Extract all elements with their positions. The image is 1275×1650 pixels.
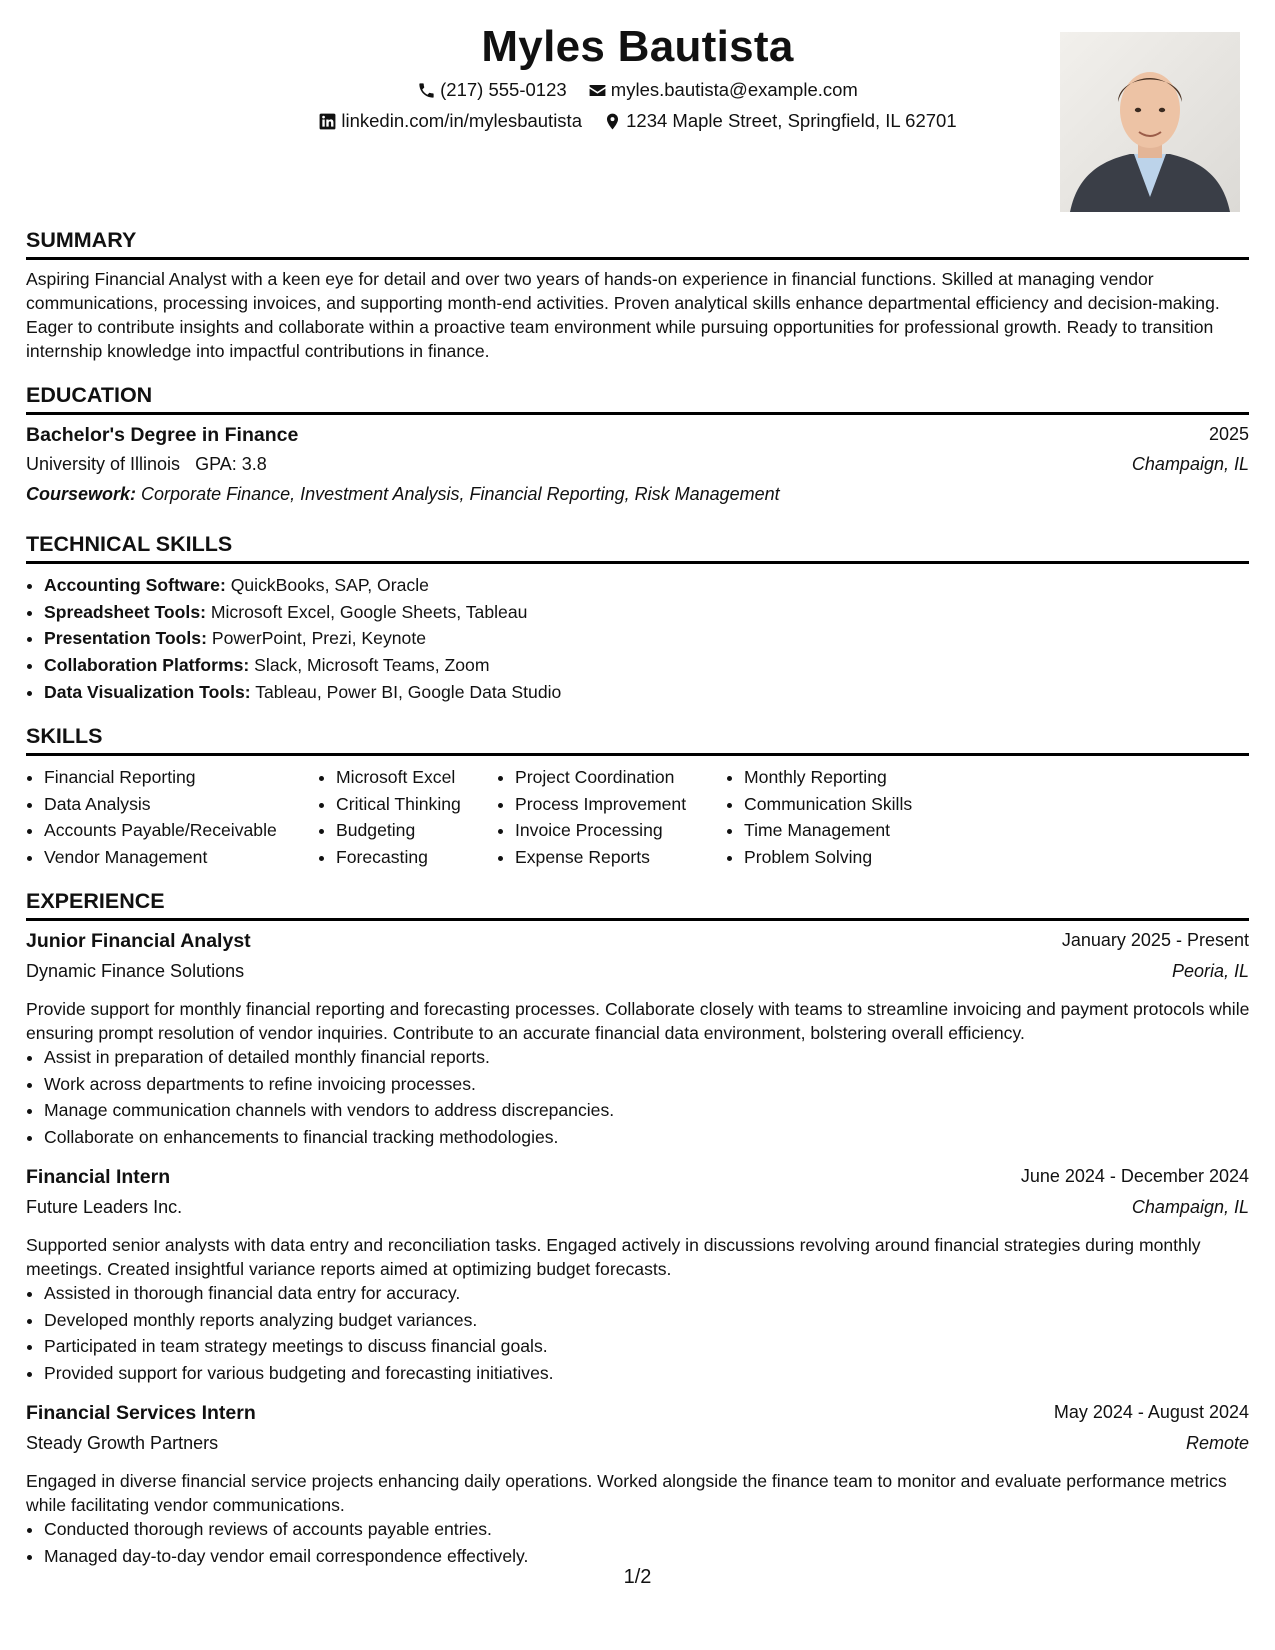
list-item: • Financial Reporting [44, 764, 277, 791]
list-item: • Collaborate on enhancements to financial tracking methodologies. [44, 1124, 614, 1151]
job-location: Remote [1185, 1433, 1249, 1453]
education-degree-row [26, 424, 1249, 450]
job-description: Provide support for monthly financial reporting and forecasting processes. Collaborate closely with teams to streamline invoicing and payment protocols while ensuring prompt resolution of vendor inquiries. Contribute to an accurate financial data environment, bolstering overall efficiency. [26, 999, 1250, 1043]
coursework [26, 484, 780, 505]
map-pin-icon [603, 112, 622, 131]
school-name: University of Illinois [26, 454, 181, 474]
coursework-list: Corporate Finance, Investment Analysis, Financial Reporting, Risk Management [141, 484, 780, 504]
list-item [44, 572, 561, 599]
list-item: • Budgeting [336, 817, 461, 844]
job-dates: June 2024 - December 2024 [1020, 1166, 1249, 1186]
list-item: • Communication Skills [744, 791, 912, 818]
skills-column-3 [497, 764, 686, 871]
skill-category: Spreadsheet Tools: [44, 601, 206, 622]
list-item: • Data Analysis [44, 791, 277, 818]
skill-category: Accounting Software: [44, 575, 226, 595]
job-title: Financial Services Intern [26, 1402, 256, 1424]
list-item: • Managed day-to-day vendor email correspondence effectively. [44, 1543, 528, 1570]
list-item: • Provided support for various budgeting and forecasting initiatives. [44, 1360, 554, 1387]
candidate-name: Myles Bautista [481, 22, 794, 71]
education-heading: EDUCATION [26, 383, 1249, 415]
job-company: Dynamic Finance Solutions [26, 961, 245, 981]
skill-values: PowerPoint, Prezi, Keynote [211, 628, 426, 649]
job-company: Future Leaders Inc. [26, 1197, 183, 1217]
job-bullets [26, 1280, 554, 1387]
list-item: • Assisted in thorough financial data entry for accuracy. [44, 1280, 554, 1307]
skill-values: Slack, Microsoft Teams, Zoom [254, 655, 490, 676]
school-info [26, 454, 267, 475]
list-item: • Monthly Reporting [744, 764, 912, 791]
job-title-row [26, 1402, 1249, 1428]
job-location: Champaign, IL [1131, 1197, 1249, 1217]
email-text: myles.bautista@example.com [610, 79, 858, 100]
list-item: • Project Coordination [515, 764, 686, 791]
list-item: • Problem Solving [744, 844, 912, 871]
list-item: • Critical Thinking [336, 791, 461, 818]
skill-values: Microsoft Excel, Google Sheets, Tableau [210, 601, 528, 622]
skill-category: Presentation Tools: [44, 628, 207, 649]
linkedin-contact[interactable] [318, 110, 582, 132]
list-item: • Vendor Management [44, 844, 277, 871]
job-company: Steady Growth Partners [26, 1433, 219, 1453]
skill-values: QuickBooks, SAP, Oracle [230, 575, 429, 595]
list-item: • Expense Reports [515, 844, 686, 871]
list-item: • Work across departments to refine invoicing processes. [44, 1071, 614, 1098]
list-item: • Invoice Processing [515, 817, 686, 844]
skills-column-1 [26, 764, 277, 871]
list-item: • Microsoft Excel [336, 764, 461, 791]
list-item: • Time Management [744, 817, 912, 844]
job-description: Supported senior analysts with data entry and reconciliation tasks. Engaged actively in discussions revolving around financial strategies during monthly meetings. Created insightful variance reports aimed at optimizing budget forecasts. [26, 1235, 1201, 1279]
profile-photo [1060, 32, 1240, 212]
skills-column-4 [726, 764, 912, 871]
address-text: 1234 Maple Street, Springfield, IL 62701 [626, 110, 957, 131]
job-title-row [26, 930, 1249, 956]
linkedin-text: linkedin.com/in/mylesbautista [341, 110, 582, 131]
linkedin-icon [318, 112, 337, 131]
skills-heading: SKILLS [26, 724, 1249, 756]
technical-skills-list [26, 572, 561, 706]
list-item [44, 625, 561, 652]
phone-contact [417, 79, 567, 101]
experience-heading: EXPERIENCE [26, 889, 1249, 921]
job-location: Peoria, IL [1171, 961, 1249, 981]
list-item [44, 652, 561, 679]
summary-heading: SUMMARY [26, 228, 1249, 260]
list-item: • Manage communication channels with vendors to address discrepancies. [44, 1097, 614, 1124]
job-company-row [26, 1433, 1249, 1459]
coursework-label: Coursework: [26, 484, 137, 504]
list-item: • Process Improvement [515, 791, 686, 818]
job-company-row [26, 1197, 1249, 1223]
page-number: 1/2 [623, 1566, 652, 1588]
list-item: • Assist in preparation of detailed monthly financial reports. [44, 1044, 614, 1071]
list-item [44, 599, 561, 626]
summary-text: Aspiring Financial Analyst with a keen eye for detail and over two years of hands-on experience in financial functions. Skilled at managing vendor communications, processing invoices, and supporting month-end activities. Proven analytical skills enhance departmental efficiency and decision-making. Eager to contribute insights and collaborate within a proactive team environment while pursuing opportunities for professional growth. Ready to transition internship knowledge into impactful contributions in finance. [26, 269, 1220, 361]
job-dates: January 2025 - Present [1061, 930, 1249, 950]
job-title-row [26, 1166, 1249, 1192]
list-item: • Accounts Payable/Receivable [44, 817, 277, 844]
degree-title: Bachelor's Degree in Finance [26, 424, 299, 446]
job-bullets [26, 1516, 528, 1569]
list-item [44, 679, 561, 706]
address-contact [603, 110, 956, 132]
gpa: GPA: 3.8 [195, 454, 267, 474]
job-bullets [26, 1044, 614, 1151]
email-contact[interactable] [588, 79, 858, 101]
school-location: Champaign, IL [1131, 454, 1249, 474]
list-item: • Developed monthly reports analyzing budget variances. [44, 1307, 554, 1334]
envelope-icon [588, 81, 607, 100]
technical-skills-heading: TECHNICAL SKILLS [26, 532, 1249, 564]
skill-values: Tableau, Power BI, Google Data Studio [255, 681, 562, 702]
phone-text: (217) 555-0123 [440, 79, 567, 100]
skill-category: Data Visualization Tools: [44, 681, 251, 702]
education-school-row [26, 454, 1249, 480]
list-item: • Conducted thorough reviews of accounts payable entries. [44, 1516, 528, 1543]
job-title: Junior Financial Analyst [26, 930, 251, 952]
phone-icon [417, 81, 436, 100]
list-item: • Forecasting [336, 844, 461, 871]
graduation-year: 2025 [1208, 424, 1249, 444]
list-item: • Participated in team strategy meetings to discuss financial goals. [44, 1333, 554, 1360]
skill-category: Collaboration Platforms: [44, 655, 250, 676]
skills-grid [26, 764, 1249, 874]
job-description: Engaged in diverse financial service projects enhancing daily operations. Worked alongside the finance team to monitor and evaluate performance metrics while facilitating vendor communications. [26, 1471, 1227, 1515]
job-company-row [26, 961, 1249, 987]
job-title: Financial Intern [26, 1166, 171, 1188]
coursework-row [26, 484, 1249, 510]
job-dates: May 2024 - August 2024 [1053, 1402, 1249, 1422]
skills-column-2 [318, 764, 461, 871]
